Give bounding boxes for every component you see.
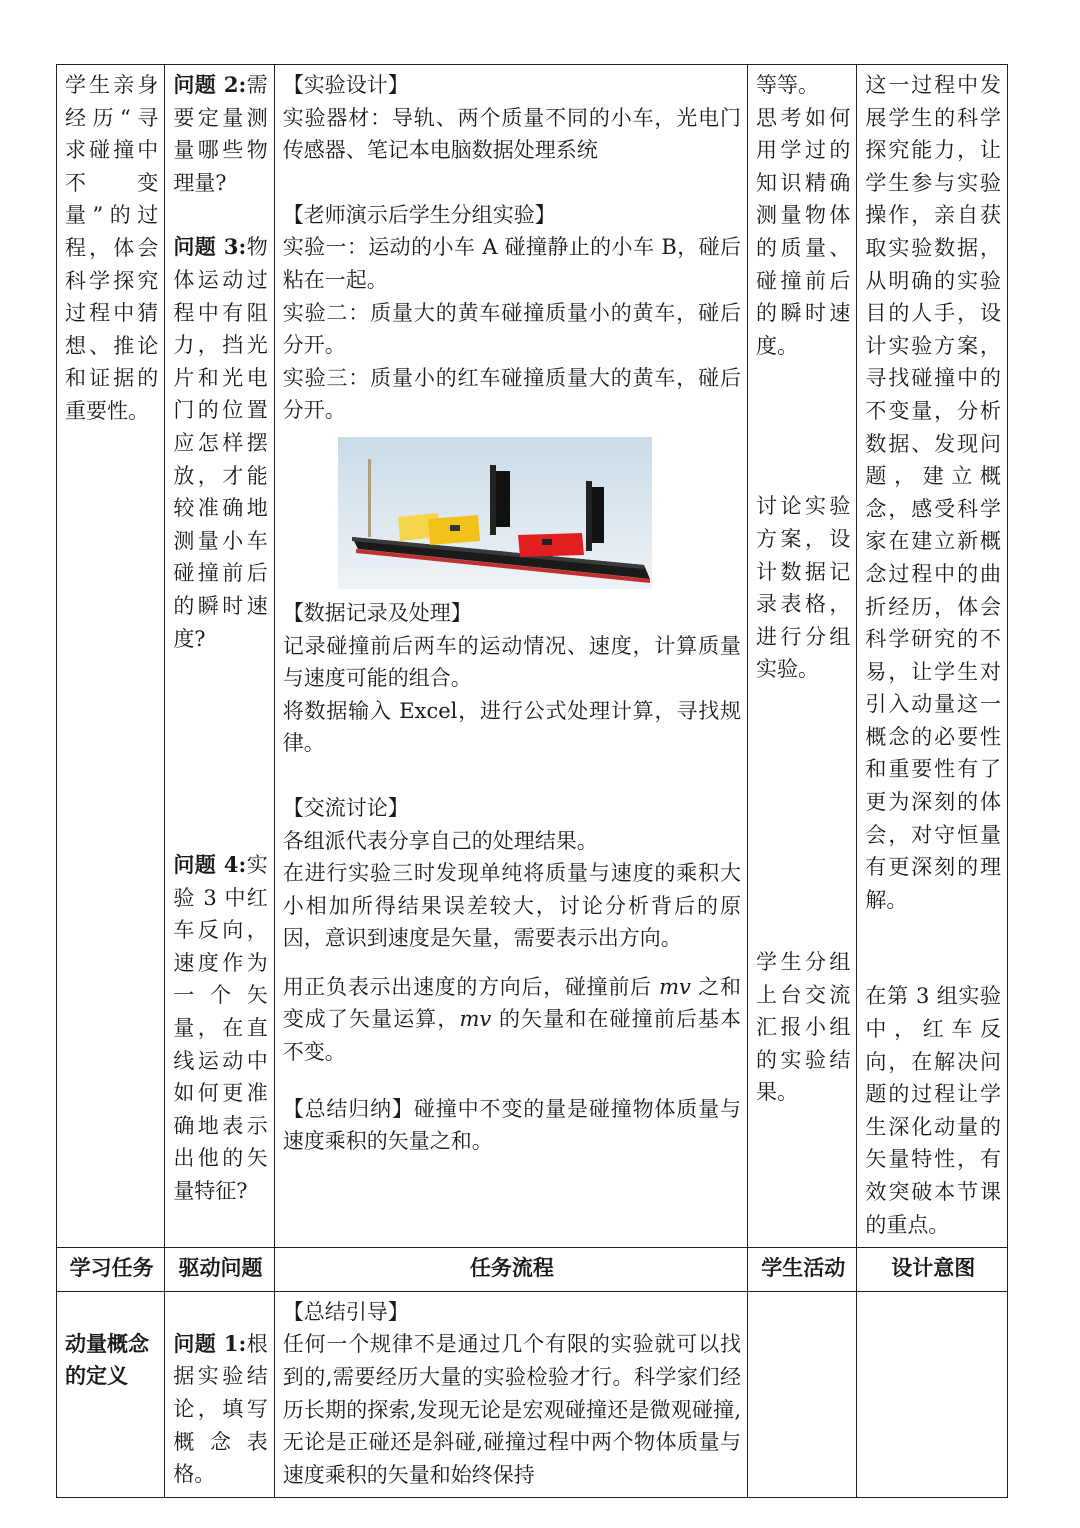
intent-1: 这一过程中发展学生的科学探究能力，让学生参与实验操作，亲自获取实验数据，从明确的实验目的人手，设计实验方案，寻找碰撞中的不变量，分析数据、发现问题，建立概念，感受科学家在建立新概念过程中的曲折经历，体会科学研究的不易，让学生对引入动量这一概念的必要性和重要性有了更为深刻的体会，对守恒量有更深刻的理解。 [865,73,1001,912]
driving-questions-cell [165,65,274,1248]
header-process: 任务流程 [274,1248,747,1292]
question-4: 问题 4:实验 3 中红车反向，速度作为一个矢量，在直线运动中如何更准确地表示出他的矢量特征? [173,852,268,1204]
data-title: 【数据记录及处理】 [282,600,472,625]
header-task: 学习任务 [57,1248,165,1292]
experiment-1: 实验一：运动的小车 A 碰撞静止的小车 B，碰后粘在一起。 [282,235,742,292]
header-question: 驱动问题 [165,1248,274,1292]
collision-cart-photo [338,437,652,589]
activity-2: 讨论实验方案，设计数据记录表格，进行分组实验。 [756,494,851,682]
activity-1: 思考如何用学过的知识精确测量物体的质量、碰撞前后的瞬时速度。 [756,105,851,358]
header-intent: 设计意图 [857,1248,1008,1292]
guide-text: 任何一个规律不是通过几个有限的实验就可以找到的,需要经历大量的实验检验才行。科学家们经历长期的探索,发现无论是宏观碰撞还是微观碰撞,无论是正碰还是斜碰,碰撞过程中两个物体质量与速度乘积的矢量和始终保持 [282,1332,742,1487]
guide-title: 【总结引导】 [282,1299,409,1324]
design-intent-cell [857,65,1008,1248]
task-name: 动量概念的定义 [65,1330,149,1389]
question-2: 问题 2:需要定量测量哪些物理量? [173,72,268,195]
momentum-definition-row [57,1291,1008,1498]
student-activity-cell [748,65,857,1248]
header-activity: 学生活动 [748,1248,857,1292]
design-text: 实验器材：导轨、两个质量不同的小车，光电门传感器、笔记本电脑数据处理系统 [282,105,742,163]
discuss-title: 【交流讨论】 [282,795,409,820]
empty-intent-cell [857,1291,1008,1498]
task-process-cell [274,65,747,1248]
learning-goal-cell [57,65,165,1248]
lesson-plan-table [56,64,1008,1498]
discuss-text-3: 用正负表示出速度的方向后，碰撞前后 mv 之和变成了矢量运算，mv 的矢量和在碰撞前后基本不变。 [282,974,742,1065]
experiment-3: 实验三：质量小的红车碰撞质量大的黄车，碰后分开。 [282,365,742,423]
table-header-row [57,1248,1008,1292]
empty-activity-cell [748,1291,857,1498]
learning-goal-text: 学生亲身经历“寻求碰撞中不变量”的过程，体会科学探究过程中猜想、推论和证据的重要性。 [65,73,159,423]
data-text-1: 记录碰撞前后两车的运动情况、速度，计算质量与速度可能的组合。 [282,633,742,691]
discuss-text-1: 各组派代表分享自己的处理结果。 [282,828,598,853]
discuss-text-2: 在进行实验三时发现单纯将质量与速度的乘积大小相加所得结果误差较大，讨论分析背后的原因，意识到速度是矢量，需要表示出方向。 [282,861,742,951]
question-1-cell [165,1291,274,1498]
guide-cell [274,1291,747,1498]
intent-2: 在第 3 组实验中，红车反向，在解决问题的过程让学生深化动量的矢量特性，有效突破本节课的重点。 [865,984,1001,1237]
experiment-row [57,65,1008,1248]
task-name-cell [57,1291,165,1498]
design-title: 【实验设计】 [282,73,409,97]
experiment-2: 实验二：质量大的黄车碰撞质量小的黄车，碰后分开。 [282,300,742,358]
summary: 【总结归纳】碰撞中不变的量是碰撞物体质量与速度乘积的矢量之和。 [282,1096,742,1154]
question-1: 问题 1:根据实验结论，填写概念表格。 [173,1330,268,1487]
data-text-2: 将数据输入 Excel，进行公式处理计算，寻找规律。 [282,698,742,756]
demo-title: 【老师演示后学生分组实验】 [282,202,556,227]
question-3: 问题 3:物体运动过程中有阻力，挡光片和光电门的位置应怎样摆放，才能较准确地测量小车碰撞前后的瞬时速度? [173,234,268,651]
activity-0: 等等。 [756,73,820,97]
activity-3: 学生分组上台交流汇报小组的实验结果。 [756,949,851,1105]
